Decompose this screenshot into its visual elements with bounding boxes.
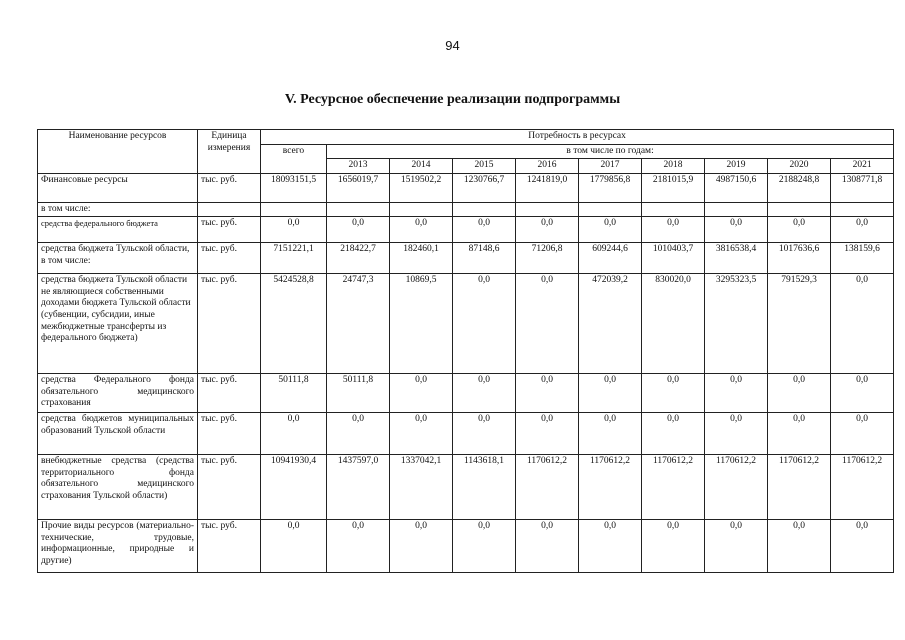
table-row	[38, 243, 894, 274]
row-value: 0,0	[453, 217, 516, 243]
row-value: 1779856,8	[579, 173, 642, 202]
row-value: 1241819,0	[516, 173, 579, 202]
year-header: 2021	[831, 159, 894, 174]
header-row-1	[38, 130, 894, 145]
row-total: 10941930,4	[261, 455, 327, 520]
row-value: 0,0	[579, 413, 642, 455]
table-row	[38, 455, 894, 520]
row-total: 0,0	[261, 413, 327, 455]
row-value: 1656019,7	[327, 173, 390, 202]
row-value: 0,0	[831, 274, 894, 374]
row-value: 1170612,2	[516, 455, 579, 520]
row-total: 0,0	[261, 520, 327, 573]
row-value: 0,0	[579, 520, 642, 573]
header-by-years: в том числе по годам:	[327, 144, 894, 159]
table-row	[38, 520, 894, 573]
row-value: 0,0	[453, 520, 516, 573]
row-unit: тыс. руб.	[198, 243, 261, 274]
row-unit: тыс. руб.	[198, 520, 261, 573]
row-value: 0,0	[453, 413, 516, 455]
section-title: V. Ресурсное обеспечение реализации подпрограммы	[284, 92, 621, 107]
row-value: 218422,7	[327, 243, 390, 274]
row-name: в том числе:	[38, 202, 198, 217]
row-value: 1308771,8	[831, 173, 894, 202]
row-value: 0,0	[579, 217, 642, 243]
row-value	[390, 202, 453, 217]
row-value: 1170612,2	[579, 455, 642, 520]
row-value	[642, 202, 705, 217]
row-value	[453, 202, 516, 217]
row-value: 0,0	[579, 374, 642, 413]
row-value: 1170612,2	[642, 455, 705, 520]
row-value: 791529,3	[768, 274, 831, 374]
year-header: 2017	[579, 159, 642, 174]
row-unit: тыс. руб.	[198, 217, 261, 243]
row-value: 0,0	[642, 413, 705, 455]
row-value: 0,0	[705, 413, 768, 455]
row-value: 0,0	[390, 374, 453, 413]
table-row	[38, 217, 894, 243]
row-value	[579, 202, 642, 217]
row-value: 0,0	[831, 520, 894, 573]
row-value	[768, 202, 831, 217]
row-total: 7151221,1	[261, 243, 327, 274]
row-value: 0,0	[516, 274, 579, 374]
row-value	[327, 202, 390, 217]
row-unit	[198, 202, 261, 217]
row-value: 0,0	[390, 413, 453, 455]
row-total: 5424528,8	[261, 274, 327, 374]
year-header: 2014	[390, 159, 453, 174]
year-header: 2013	[327, 159, 390, 174]
row-value: 1337042,1	[390, 455, 453, 520]
row-unit: тыс. руб.	[198, 374, 261, 413]
table-row	[38, 374, 894, 413]
table-row	[38, 413, 894, 455]
row-value: 0,0	[768, 374, 831, 413]
row-value: 1170612,2	[831, 455, 894, 520]
row-value: 609244,6	[579, 243, 642, 274]
row-value: 1519502,2	[390, 173, 453, 202]
row-total: 18093151,5	[261, 173, 327, 202]
row-value: 0,0	[453, 374, 516, 413]
year-header: 2015	[453, 159, 516, 174]
row-value: 0,0	[327, 520, 390, 573]
row-total: 0,0	[261, 217, 327, 243]
row-value: 3816538,4	[705, 243, 768, 274]
row-name: средства бюджета Тульской области не являющиеся собственными доходами бюджета Тульской области (субвенции, субсидии, иные межбюджетные трансферты из федерального бюджета)	[38, 274, 198, 374]
row-value: 0,0	[831, 374, 894, 413]
row-value: 0,0	[768, 413, 831, 455]
row-value: 3295323,5	[705, 274, 768, 374]
row-value: 0,0	[390, 217, 453, 243]
row-value: 2188248,8	[768, 173, 831, 202]
row-value: 830020,0	[642, 274, 705, 374]
row-value: 0,0	[768, 520, 831, 573]
row-value: 0,0	[390, 520, 453, 573]
row-unit: тыс. руб.	[198, 413, 261, 455]
row-total: 50111,8	[261, 374, 327, 413]
row-value	[516, 202, 579, 217]
header-need: Потребность в ресурсах	[261, 130, 894, 145]
table-row	[38, 202, 894, 217]
row-value: 1017636,6	[768, 243, 831, 274]
table-row	[38, 274, 894, 374]
row-name: внебюджетные средства (средства территориального фонда обязательного медицинского страхования Тульской области)	[38, 455, 198, 520]
year-header: 2018	[642, 159, 705, 174]
row-unit: тыс. руб.	[198, 455, 261, 520]
row-value: 472039,2	[579, 274, 642, 374]
row-value: 0,0	[768, 217, 831, 243]
row-name: Прочие виды ресурсов (материально-технические, трудовые, информационные, природные и другие)	[38, 520, 198, 573]
row-value: 4987150,6	[705, 173, 768, 202]
row-value: 87148,6	[453, 243, 516, 274]
row-unit: тыс. руб.	[198, 173, 261, 202]
row-value: 71206,8	[516, 243, 579, 274]
resources-table	[37, 129, 894, 573]
header-resource-name: Наименование ресурсов	[38, 130, 198, 174]
row-name: Финансовые ресурсы	[38, 173, 198, 202]
row-value: 0,0	[516, 374, 579, 413]
row-value: 0,0	[327, 217, 390, 243]
row-value	[705, 202, 768, 217]
row-value: 0,0	[642, 217, 705, 243]
year-header: 2019	[705, 159, 768, 174]
row-name: средства Федерального фонда обязательного медицинского страхования	[38, 374, 198, 413]
row-value: 138159,6	[831, 243, 894, 274]
row-value: 0,0	[705, 520, 768, 573]
row-total	[261, 202, 327, 217]
row-value: 0,0	[831, 413, 894, 455]
row-value: 10869,5	[390, 274, 453, 374]
row-value: 0,0	[642, 374, 705, 413]
table-row	[38, 173, 894, 202]
row-value: 0,0	[516, 217, 579, 243]
row-value: 0,0	[327, 413, 390, 455]
row-value: 0,0	[516, 413, 579, 455]
year-header: 2016	[516, 159, 579, 174]
row-unit: тыс. руб.	[198, 274, 261, 374]
row-value: 1170612,2	[768, 455, 831, 520]
row-value: 1170612,2	[705, 455, 768, 520]
header-total: всего	[261, 144, 327, 173]
row-value: 0,0	[516, 520, 579, 573]
row-value: 24747,3	[327, 274, 390, 374]
row-value: 1437597,0	[327, 455, 390, 520]
row-name: средства федерального бюджета	[38, 217, 198, 243]
row-value: 2181015,9	[642, 173, 705, 202]
header-unit: Единица измерения	[198, 130, 261, 174]
year-header: 2020	[768, 159, 831, 174]
row-name: средства бюджетов муниципальных образований Тульской области	[38, 413, 198, 455]
row-value: 0,0	[831, 217, 894, 243]
row-value: 1010403,7	[642, 243, 705, 274]
row-name: средства бюджета Тульской области, в том числе:	[38, 243, 198, 274]
row-value: 0,0	[705, 374, 768, 413]
page-number: 94	[445, 38, 460, 53]
row-value: 0,0	[705, 217, 768, 243]
row-value: 0,0	[642, 520, 705, 573]
row-value: 50111,8	[327, 374, 390, 413]
row-value: 1143618,1	[453, 455, 516, 520]
row-value: 1230766,7	[453, 173, 516, 202]
row-value: 0,0	[453, 274, 516, 374]
row-value: 182460,1	[390, 243, 453, 274]
row-value	[831, 202, 894, 217]
